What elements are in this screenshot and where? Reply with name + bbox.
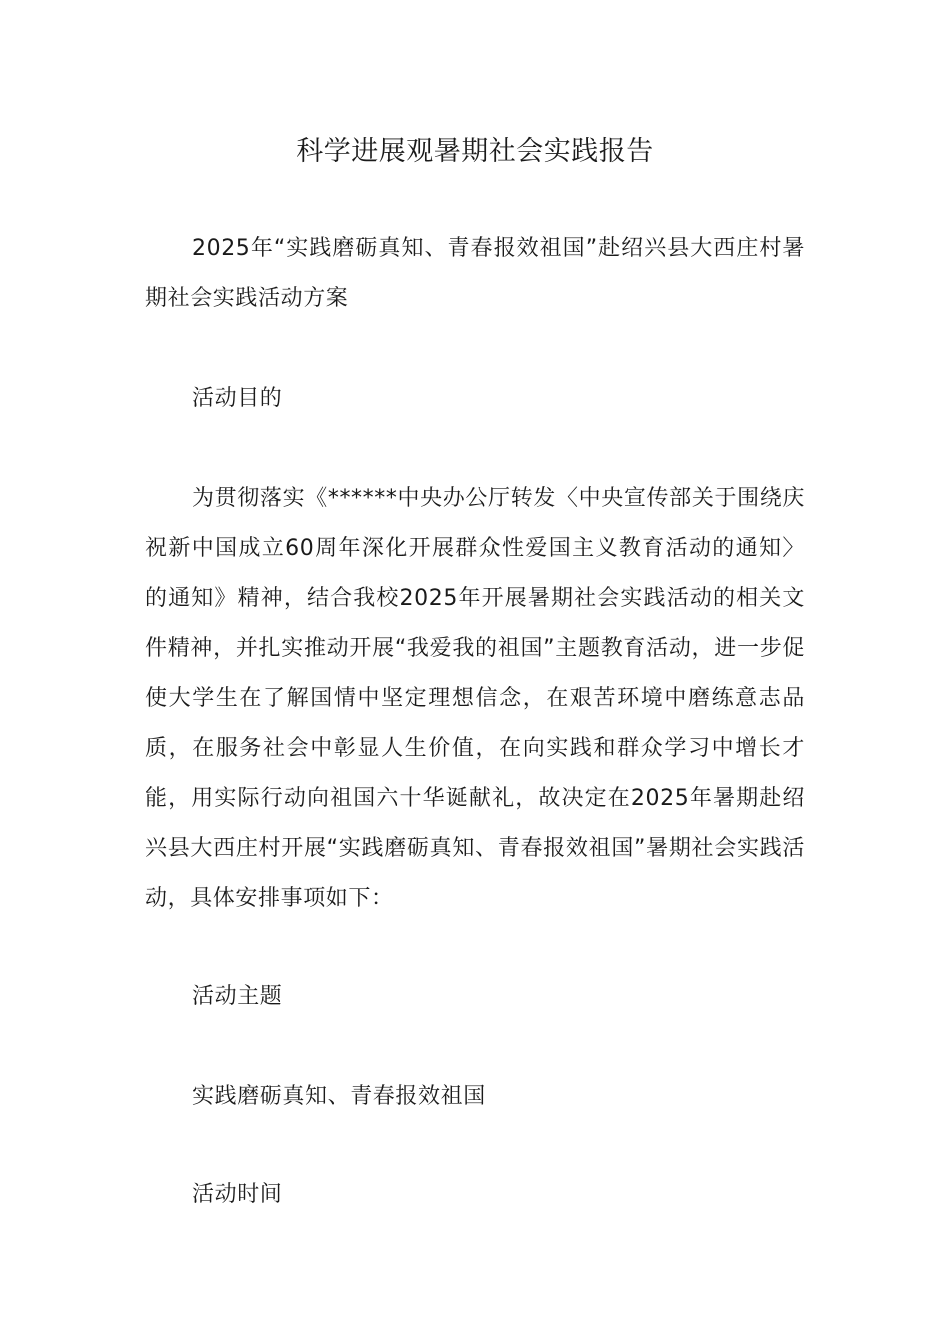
body-paragraph-purpose: 为贯彻落实《******中央办公厅转发〈中央宣传部关于围绕庆祝新中国成立60周年深化开展群众性爱国主义教育活动的通知〉的通知》精神，结合我校2025年开展暑期社会实践活动的相关文件精神，并扎实推动开展“我爱我的祖国”主题教育活动，进一步促使大学生在了解国情中坚定理想信念，在艰苦环境中磨练意志品质，在服务社会中彰显人生价值，在向实践和群众学习中增长才能，用实际行动向祖国六十华诞献礼，故决定在2025年暑期赴绍兴县大西庄村开展“实践磨砺真知、青春报效祖国”暑期社会实践活动，具体安排事项如下：: [145, 486, 805, 911]
section-heading-purpose: 活动目的: [192, 386, 283, 411]
section-heading-time: 活动时间: [192, 1182, 283, 1207]
body-paragraph-theme: 实践磨砺真知、青春报效祖国: [192, 1084, 486, 1109]
plan-title-paragraph: 2025年“实践磨砺真知、青春报效祖国”赴绍兴县大西庄村暑期社会实践活动方案: [145, 236, 805, 311]
document-title: 科学进展观暑期社会实践报告: [296, 136, 654, 167]
section-heading-theme: 活动主题: [192, 984, 283, 1009]
